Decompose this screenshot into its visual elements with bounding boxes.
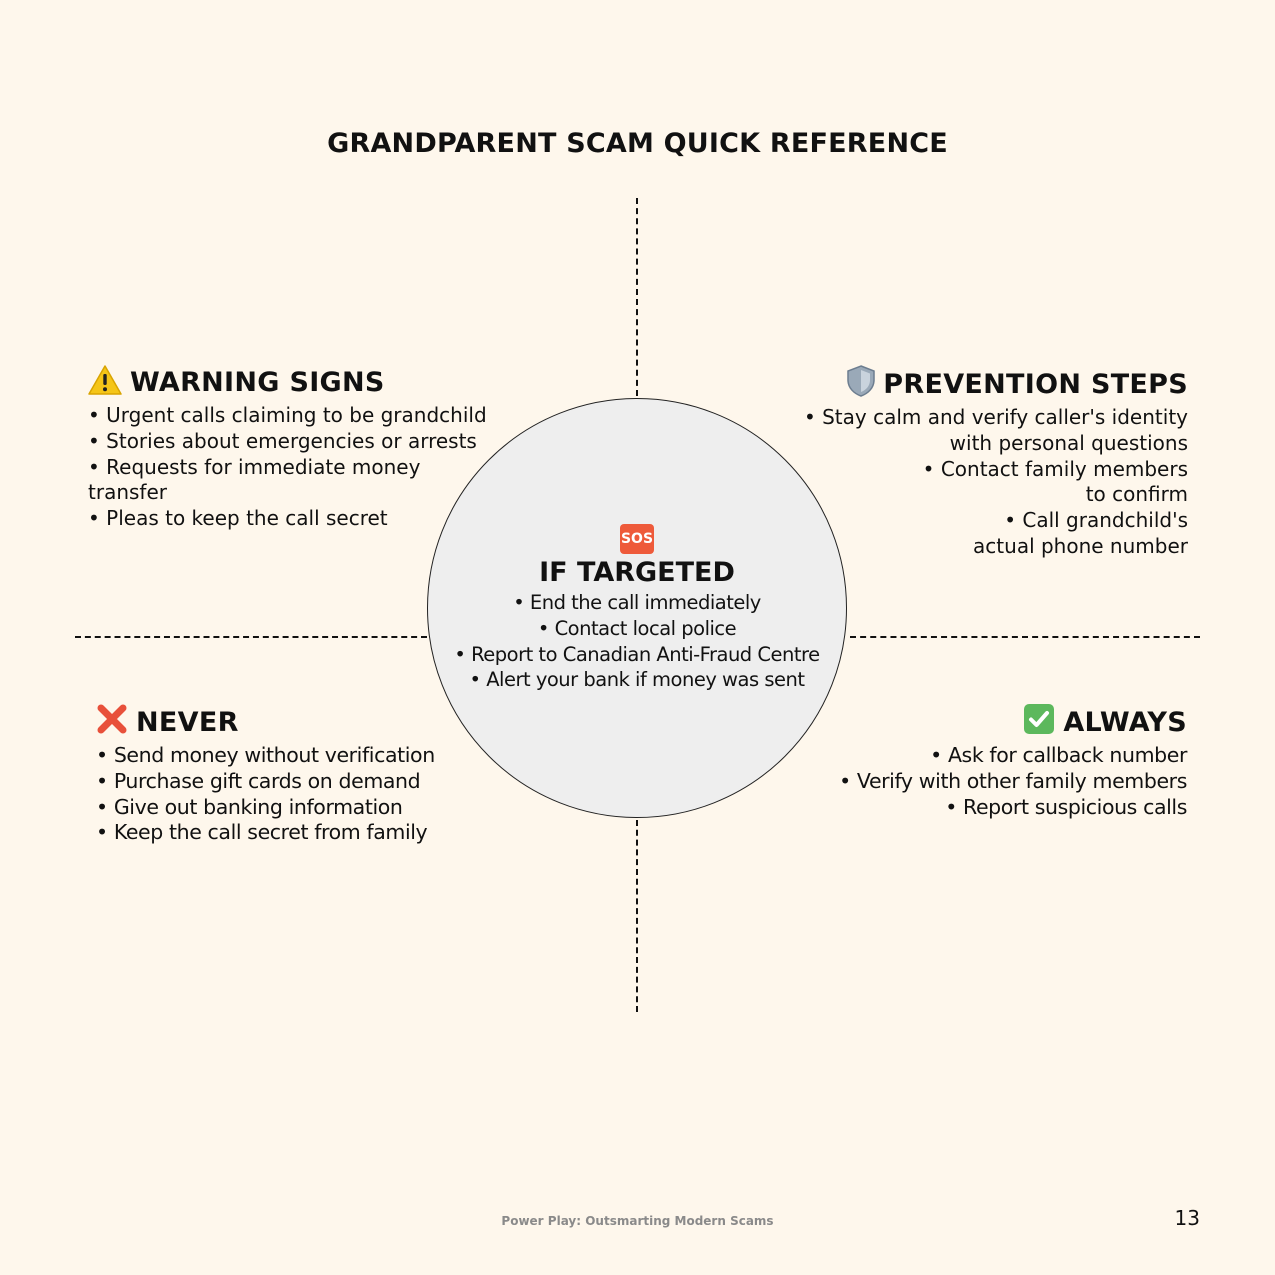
list-item: • Contact local police	[427, 616, 847, 642]
never-heading	[96, 703, 456, 743]
list-item: • Alert your bank if money was sent	[427, 667, 847, 693]
list-item: • Requests for immediate money transfer	[88, 455, 488, 507]
footer-book-title: Power Play: Outsmarting Modern Scams	[501, 1214, 774, 1228]
list-item: • Stay calm and verify caller's identity with personal questions	[760, 405, 1188, 457]
list-item: • Send money without verification	[96, 743, 456, 769]
if-targeted-list	[427, 590, 847, 693]
prevention-steps-heading	[760, 365, 1188, 405]
list-item: • Verify with other family members	[820, 769, 1187, 795]
divider-horizontal-left	[75, 636, 427, 638]
warning-icon	[88, 365, 122, 403]
divider-horizontal-right	[850, 636, 1200, 638]
cross-mark-icon	[96, 703, 128, 743]
always-list	[820, 743, 1187, 820]
divider-vertical-top	[636, 198, 638, 396]
list-item: • Report to Canadian Anti-Fraud Centre	[427, 642, 847, 668]
list-item: • Urgent calls claiming to be grandchild	[88, 403, 488, 429]
list-item: • Keep the call secret from family	[96, 820, 456, 846]
list-item: • Contact family members to confirm	[760, 457, 1188, 509]
divider-vertical-bottom	[636, 820, 638, 1012]
list-item: • Call grandchild's actual phone number	[760, 508, 1188, 560]
always-title: ALWAYS	[1063, 707, 1187, 738]
shield-icon	[847, 365, 875, 405]
if-targeted-section	[427, 524, 847, 693]
list-item: • Ask for callback number	[820, 743, 1187, 769]
never-title: NEVER	[136, 707, 239, 738]
prevention-steps-title: PREVENTION STEPS	[883, 369, 1188, 400]
sos-icon: SOS	[620, 524, 654, 554]
list-item: • Pleas to keep the call secret	[88, 506, 488, 532]
list-item: • Report suspicious calls	[820, 795, 1187, 821]
list-item: • Purchase gift cards on demand	[96, 769, 456, 795]
list-item: • Give out banking information	[96, 795, 456, 821]
page-number: 13	[1174, 1206, 1200, 1230]
warning-signs-section	[88, 365, 488, 532]
list-item: • Stories about emergencies or arrests	[88, 429, 488, 455]
warning-signs-title: WARNING SIGNS	[130, 367, 385, 398]
always-section	[820, 703, 1187, 820]
if-targeted-heading: IF TARGETED	[539, 557, 735, 588]
page-title: GRANDPARENT SCAM QUICK REFERENCE	[327, 128, 948, 159]
never-list	[96, 743, 456, 846]
warning-signs-heading	[88, 365, 488, 403]
never-section	[96, 703, 456, 846]
warning-signs-list	[88, 403, 488, 532]
list-item: • End the call immediately	[427, 590, 847, 616]
check-mark-icon	[1023, 703, 1055, 743]
always-heading	[820, 703, 1187, 743]
